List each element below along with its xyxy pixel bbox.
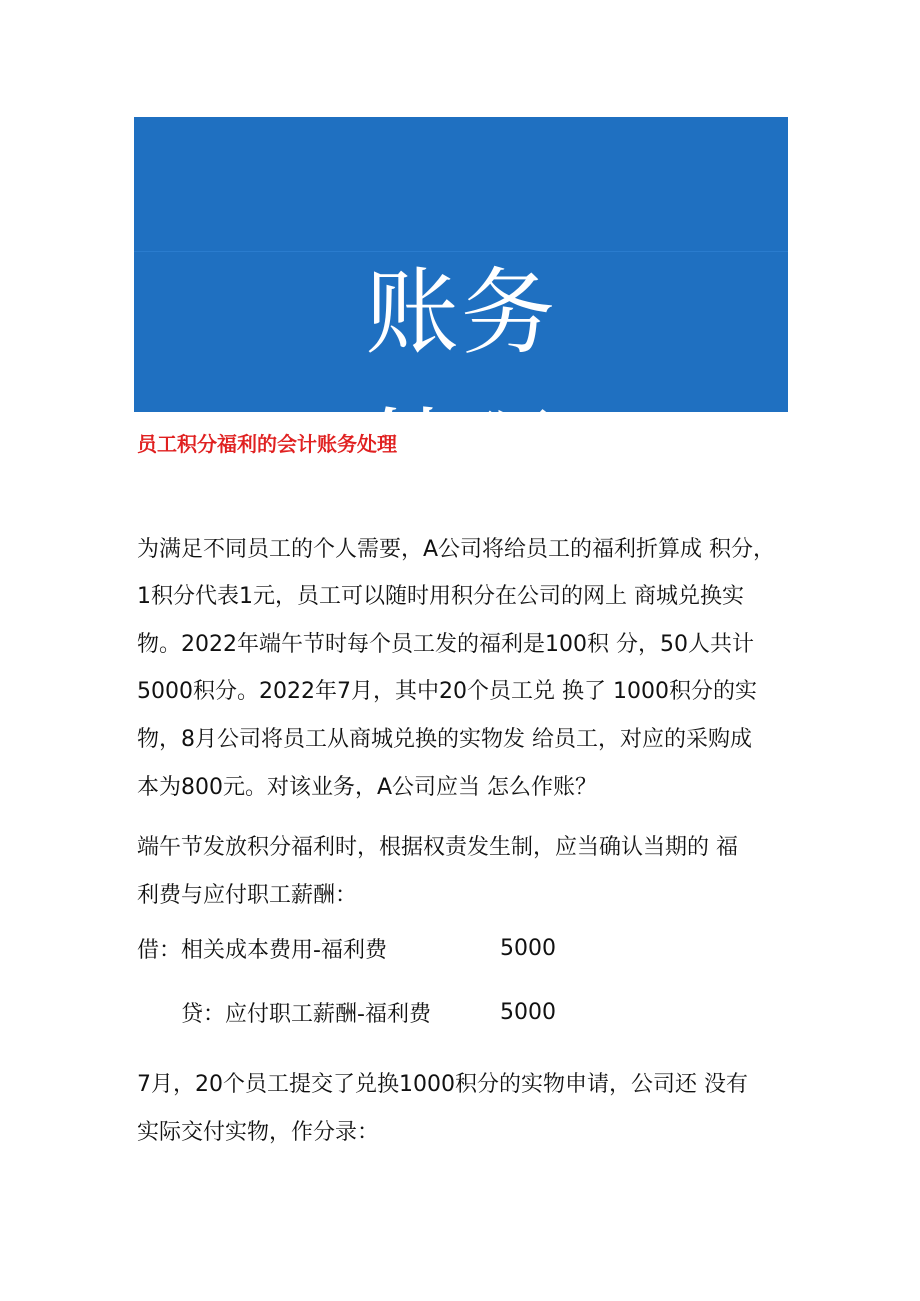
debit-entry-label: 借：相关成本费用-福利费 (137, 938, 387, 963)
paragraph-1-line-6: 本为800元。对该业务，A公司应当 怎么作账？ (137, 775, 598, 800)
credit-entry-label: 贷：应付职工薪酬-福利费 (181, 1002, 431, 1027)
banner-divider (134, 251, 788, 252)
paragraph-2-line-1: 端午节发放积分福利时，根据权责发生制，应当确认当期的 福 (137, 835, 738, 860)
paragraph-1-line-5: 物，8月公司将员工从商城兑换的实物发 给员工，对应的采购成 (137, 727, 752, 752)
paragraph-1-line-1: 为满足不同员工的个人需要，A公司将给员工的福利折算成 积分， (137, 537, 776, 562)
paragraph-2-line-2: 利费与应付职工薪酬： (137, 883, 358, 908)
debit-entry-amount: 5000 (500, 936, 556, 961)
paragraph-1-line-3: 物。2022年端午节时每个员工发的福利是100积 分，50人共计 (137, 632, 754, 657)
banner-title-line-1: 账务 (364, 259, 557, 368)
credit-entry-amount: 5000 (500, 1000, 556, 1025)
paragraph-1-line-4: 5000积分。2022年7月，其中20个员工兑 换了 1000积分的实 (137, 679, 757, 704)
paragraph-3-line-1: 7月，20个员工提交了兑换1000积分的实物申请，公司还 没有 (137, 1072, 748, 1097)
banner-title-line-2: 处理 (364, 399, 557, 508)
paragraph-3-line-2: 实际交付实物，作分录： (137, 1120, 380, 1145)
paragraph-1-line-2: 1积分代表1元，员工可以随时用积分在公司的网上 商城兑换实 (137, 584, 744, 609)
article-subtitle: 员工积分福利的会计账务处理 (137, 432, 397, 456)
